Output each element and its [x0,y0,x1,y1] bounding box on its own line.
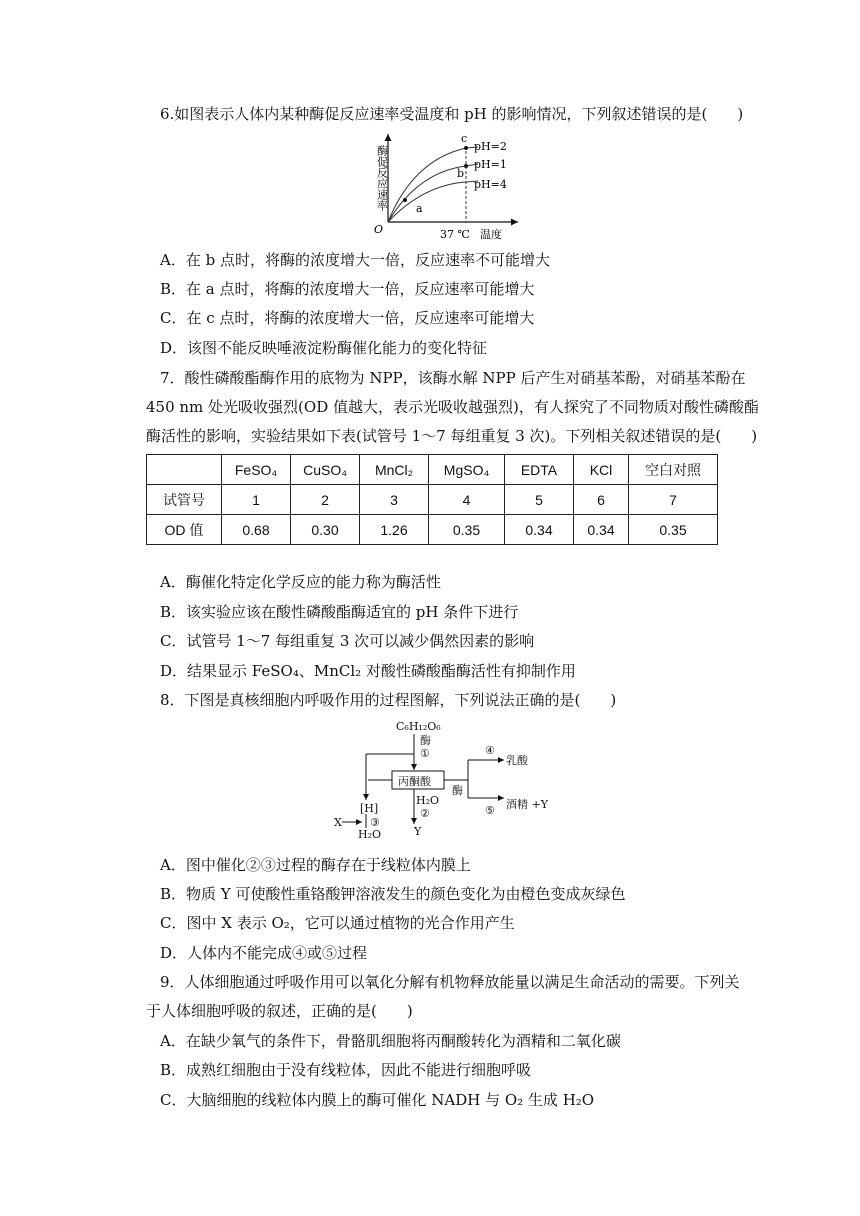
header-cell-feso4: FeSO₄ [222,455,291,485]
q6-chart [368,130,528,242]
point-a [403,198,407,202]
q7-option-d: D．结果显示 FeSO₄、MnCl₂ 对酸性磷酸酯酶活性有抑制作用 [160,662,576,680]
enzyme-label-1: 酶 [420,734,431,747]
x-label: 温度 [480,228,502,241]
x-label: X [334,816,342,829]
curve-ph2 [388,147,478,222]
q7-stem-line-2: 450 nm 处光吸收强烈(OD 值越大，表示光吸收越强烈)，有人探究了不同物质对酸性磷酸酯 [146,398,759,416]
origin-label: O [374,223,384,236]
table-cell: 3 [360,485,429,515]
q7-stem-line-3: 酶活性的影响，实验结果如下表(试管号 1～7 每组重复 3 次)。下列相关叙述错误的是( ) [146,427,758,445]
q9-stem-line-1: 9．人体细胞通过呼吸作用可以氧化分解有机物释放能量以满足生命活动的需要。下列关 [160,973,740,991]
q9-option-b: B．成熟红细胞由于没有线粒体，因此不能进行细胞呼吸 [160,1061,532,1079]
q6-option-b: B．在 a 点时，将酶的浓度增大一倍，反应速率可能增大 [160,280,535,298]
q8-option-c: C．图中 X 表示 O₂，它可以通过植物的光合作用产生 [160,914,515,932]
q6-stem: 6.如图表示人体内某种酶促反应速率受温度和 pH 的影响情况，下列叙述错误的是( ) [160,105,744,123]
q6-option-d: D．该图不能反映唾液淀粉酶催化能力的变化特征 [160,339,488,357]
table-cell: 试管号 [147,485,222,515]
table-row [147,515,718,545]
header-cell-mncl2: MnCl₂ [360,455,429,485]
pyruvate-label: 丙酮酸 [398,775,431,788]
table-cell: 2 [291,485,360,515]
q7-table [146,454,718,545]
table-cell: 1.26 [360,515,429,545]
q8-option-d: D．人体内不能完成④或⑤过程 [160,944,368,962]
q8-option-b: B．物质 Y 可使酸性重铬酸钾溶液发生的颜色变化为由橙色变成灰绿色 [160,885,626,903]
table-cell: OD 值 [147,515,222,545]
curve-ph1 [388,164,478,222]
step3-label: ③ [370,816,380,829]
q6-option-a: A．在 b 点时，将酶的浓度增大一倍，反应速率不可能增大 [160,251,550,269]
header-cell-empty [147,455,222,485]
header-cell-kcl: KCl [574,455,629,485]
point-c [464,146,468,150]
table-cell: 0.35 [629,515,718,545]
step5-label: ⑤ [485,804,495,817]
water-in-label: H₂O [416,794,440,807]
point-label-c: c [461,132,468,145]
q8-diagram [328,718,588,838]
table-cell: 0.34 [574,515,629,545]
table-cell: 6 [574,485,629,515]
q7-option-c: C．试管号 1～7 每组重复 3 次可以减少偶然因素的影响 [160,632,535,650]
ethanol-label: 酒精 +Y [506,798,548,811]
header-cell-mgso4: MgSO₄ [429,455,505,485]
q7-option-a: A．酶催化特定化学反应的能力称为酶活性 [160,573,441,591]
table-cell: 4 [429,485,505,515]
step4-label: ④ [485,744,495,757]
q9-option-a: A．在缺少氧气的条件下，骨骼肌细胞将丙酮酸转化为酒精和二氧化碳 [160,1032,621,1050]
table-header-row [147,455,718,485]
table-cell: 0.68 [222,515,291,545]
table-cell: 0.35 [429,515,505,545]
curve-label-ph2: pH=2 [474,140,507,153]
table-cell: 0.30 [291,515,360,545]
y-product-label: Y [414,825,422,838]
point-b [464,164,468,168]
h-label: [H] [360,802,379,815]
q9-option-c: C．大脑细胞的线粒体内膜上的酶可催化 NADH 与 O₂ 生成 H₂O [160,1091,595,1109]
table-cell: 0.34 [505,515,574,545]
enzyme-label-2: 酶 [452,784,463,797]
q7-stem-line-1: 7．酸性磷酸酯酶作用的底物为 NPP，该酶水解 NPP 后产生对硝基苯酚，对硝基苯酚在 [160,369,746,387]
water-out-label: H₂O [358,828,382,838]
table-row [147,485,718,515]
q6-option-c: C．在 c 点时，将酶的浓度增大一倍，反应速率可能增大 [160,309,535,327]
q8-stem: 8．下图是真核细胞内呼吸作用的过程图解，下列说法正确的是( ) [160,691,617,709]
table-cell: 5 [505,485,574,515]
header-cell-cuso4: CuSO₄ [291,455,360,485]
header-cell-edta: EDTA [505,455,574,485]
curve-ph4 [388,181,478,222]
curve-label-ph4: pH=4 [474,178,507,191]
y-label: 酶促反应速率 [375,145,389,211]
table-cell: 7 [629,485,718,515]
q9-stem-line-2: 于人体细胞呼吸的叙述，正确的是( ) [146,1002,413,1020]
step1-label: ① [420,747,430,760]
point-label-a: a [416,202,423,215]
table-cell: 1 [222,485,291,515]
curve-label-ph1: pH=1 [474,158,507,171]
lactate-label: 乳酸 [506,754,528,767]
point-label-b: b [457,167,465,180]
q7-option-b: B．该实验应该在酸性磷酸酯酶适宜的 pH 条件下进行 [160,603,519,621]
glucose-label: C₆H₁₂O₆ [396,720,441,733]
q8-option-a: A．图中催化②③过程的酶存在于线粒体内膜上 [160,856,471,874]
x-tick-label: 37 ℃ [440,228,470,241]
header-cell-control: 空白对照 [629,455,718,485]
step2-label: ② [420,807,430,820]
